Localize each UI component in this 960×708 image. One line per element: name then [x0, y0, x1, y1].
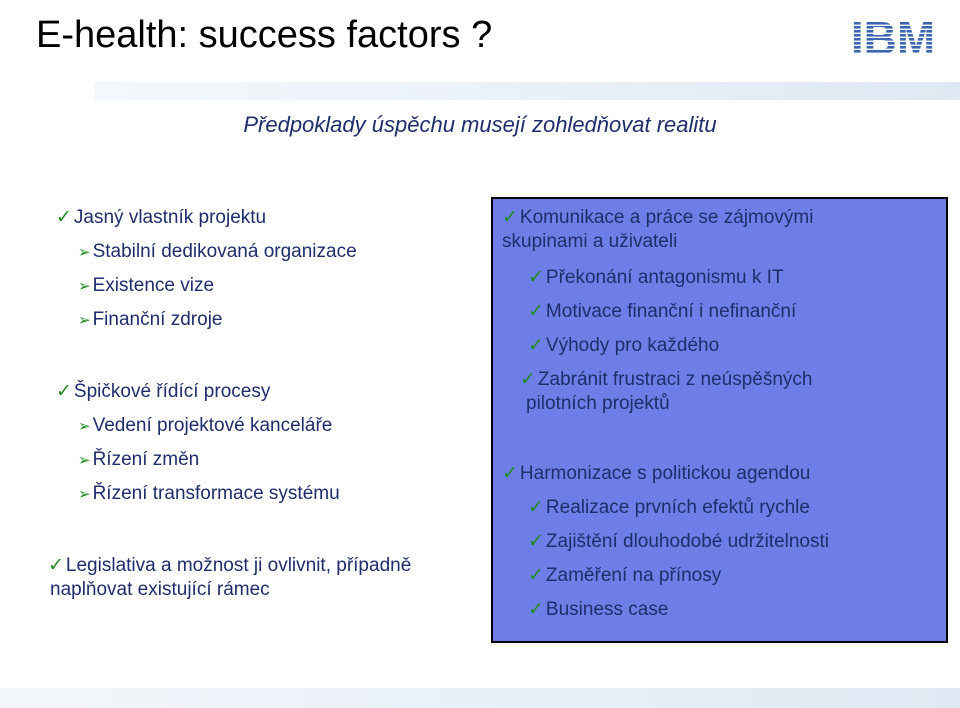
title-underline-band [94, 82, 960, 100]
box-subitem: ✓ Zajištění dlouhodobé udržitelnosti [528, 531, 829, 552]
arrow-bullet-icon: ➢ [78, 312, 91, 329]
check-icon: ✓ [528, 497, 544, 518]
box-subitem: ✓ Zabránit frustraci z neúspěšných [520, 369, 813, 390]
left-subitem: ➢ Finanční zdroje [78, 308, 222, 333]
ibm-logo [838, 14, 948, 60]
check-icon: ✓ [528, 531, 544, 552]
check-icon: ✓ [48, 555, 64, 576]
arrow-bullet-icon: ➢ [78, 486, 91, 503]
box-item-continuation: skupinami a uživateli [502, 231, 678, 252]
check-icon: ✓ [520, 369, 536, 390]
left-item-continuation: naplňovat existující rámec [50, 579, 270, 600]
arrow-bullet-icon: ➢ [78, 278, 91, 295]
check-icon: ✓ [502, 463, 518, 484]
box-item: ✓ Komunikace a práce se zájmovými [502, 207, 814, 228]
check-icon: ✓ [528, 267, 544, 288]
left-subitem: ➢ Stabilní dedikovaná organizace [78, 240, 357, 265]
arrow-bullet-icon: ➢ [78, 452, 91, 469]
left-item: ✓ Jasný vlastník projektu [56, 207, 267, 228]
footer-band [0, 688, 960, 708]
left-item: ✓ Špičkové řídící procesy [56, 381, 271, 402]
arrow-bullet-icon: ➢ [78, 244, 91, 261]
slide-subtitle: Předpoklady úspěchu musejí zohledňovat realitu [243, 112, 717, 137]
check-icon: ✓ [528, 599, 544, 620]
box-subitem: ✓ Motivace finanční i nefinanční [528, 301, 797, 322]
slide-title: E-health: success factors ? [36, 14, 493, 56]
left-item: ✓ Legislativa a možnost ji ovlivnit, případně [48, 555, 412, 576]
check-icon: ✓ [528, 301, 544, 322]
left-subitem: ➢ Řízení transformace systému [78, 482, 340, 507]
check-icon: ✓ [56, 381, 72, 402]
left-subitem: ➢ Vedení projektové kanceláře [78, 414, 332, 439]
check-icon: ✓ [502, 207, 518, 228]
ibm-logo-text: IBM [850, 14, 936, 60]
box-item: ✓ Harmonizace s politickou agendou [502, 463, 811, 484]
check-icon: ✓ [528, 335, 544, 356]
check-icon: ✓ [528, 565, 544, 586]
box-subitem: ✓ Zaměření na přínosy [528, 565, 722, 586]
box-subitem: ✓ Realizace prvních efektů rychle [528, 497, 810, 518]
box-subitem: ✓ Business case [528, 599, 669, 620]
check-icon: ✓ [56, 207, 72, 228]
box-subitem-continuation: pilotních projektů [526, 393, 670, 414]
left-subitem: ➢ Existence vize [78, 274, 214, 299]
arrow-bullet-icon: ➢ [78, 418, 91, 435]
box-subitem: ✓ Výhody pro každého [528, 335, 720, 356]
left-subitem: ➢ Řízení změn [78, 448, 199, 473]
box-subitem: ✓ Překonání antagonismu k IT [528, 267, 784, 288]
